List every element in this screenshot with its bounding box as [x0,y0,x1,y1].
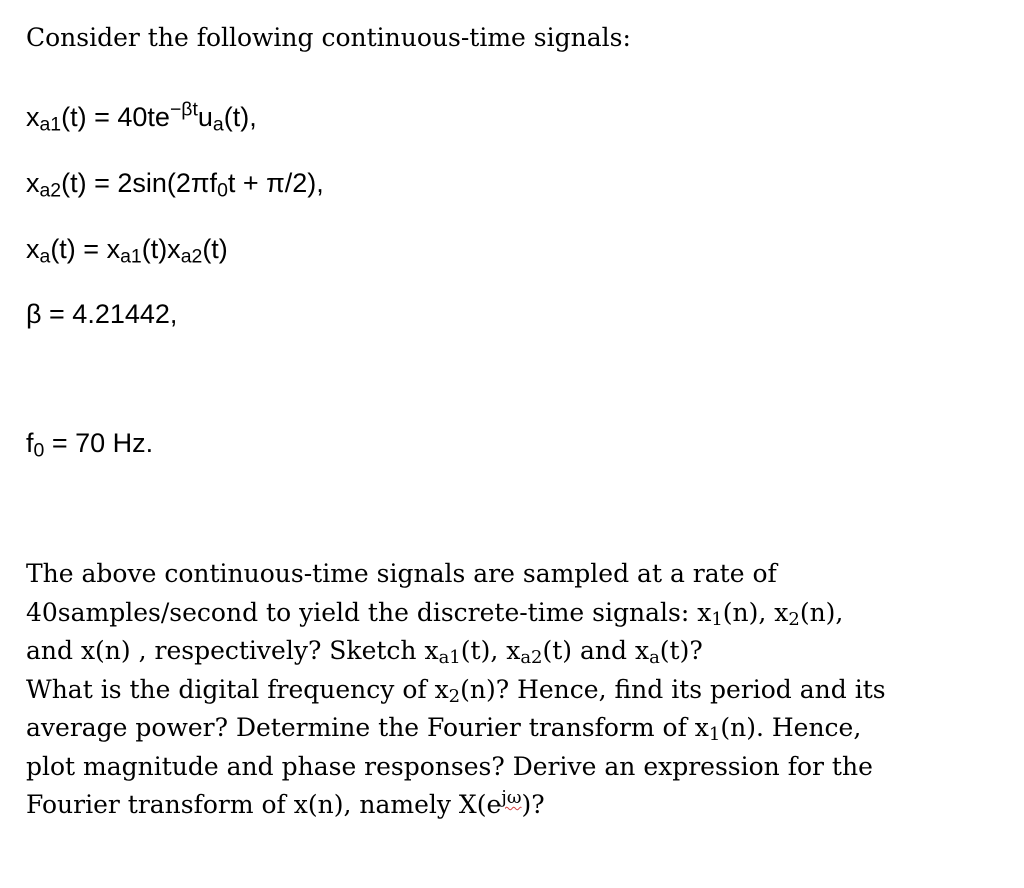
f0-f: f [26,428,34,458]
f0-end: = 70 Hz. [44,428,154,458]
para-l5-b: (n). Hence, [720,713,862,742]
para-l3-sub3: a [649,646,660,668]
xa-mid: (t) = x [50,234,121,264]
para-l2-sub1: 1 [711,608,723,630]
xa1-lhs-subscript: a1 [39,113,62,136]
xa-lhs-subscript: a [39,245,51,268]
para-l3-b: (t), x [460,636,521,665]
para-l3-a: and x(n) , respectively? Sketch x [26,636,439,665]
para-l2-b: (n), x [722,597,789,627]
para-l3-sub2: a2 [520,646,543,668]
para-l3-sub1: a1 [438,646,461,668]
para-l7-superscript: jω [501,787,522,809]
para-line-1: The above continuous-time signals are sampled at a rate of [26,559,777,588]
xa2-end: t + π/2), [227,168,324,198]
para-line-5 [26,709,886,748]
para-l3-c: (t) and x [542,636,650,665]
xa-end: (t) [202,234,228,264]
xa2-lhs-subscript: a2 [39,179,62,202]
para-l4-b: (n)? Hence, find its period and its [460,674,886,704]
intro-text: Consider the following continuous-time signals: [26,23,631,52]
xa2-mid: (t) = 2sin(2πf [61,168,218,198]
para-line-4 [26,671,886,710]
para-l7-b: )? [521,790,545,819]
para-l5-sub: 1 [708,723,721,745]
para-line-2 [26,594,886,633]
para-l3-d: (t)? [659,636,703,665]
xa2-f-subscript: 0 [217,179,228,202]
f0-subscript: 0 [33,439,45,462]
para-l2-c: (n), [799,597,844,627]
xa1-end: (t), [223,102,257,132]
xa1-mid: (t) = 40te [61,102,170,132]
question-paragraph [26,555,886,825]
xa1-u-subscript: a [212,113,224,136]
xa1-u: u [197,102,213,132]
xa1-lhs: x [26,102,40,132]
para-l4-sub: 2 [448,685,461,707]
para-l7-a: Fourier transform of x(n), namely X(e [26,790,502,819]
xa-lhs: x [26,234,40,264]
xa-subscript-2: a2 [180,245,203,268]
xa-mid2: (t)x [141,234,181,264]
para-l2-sub2: 2 [788,608,800,630]
equation-f0 [26,427,154,462]
xa2-lhs: x [26,168,40,198]
equation-xa1 [26,98,257,136]
equation-xa2 [26,167,324,202]
xa1-exponent: −βt [169,98,198,121]
para-l4-a: What is the digital frequency of x [26,674,449,704]
equation-xa [26,233,228,268]
para-l5-a: average power? Determine the Fourier transform of x [26,713,709,742]
para-line-6: plot magnitude and phase responses? Derive an expression for the [26,751,873,781]
para-line-7 [26,786,886,825]
equation-beta: β = 4.21442, [26,299,178,329]
para-l2-a: 40samples/second to yield the discrete-time signals: x [26,597,712,627]
para-line-3 [26,632,886,671]
xa-subscript-1: a1 [120,245,142,268]
